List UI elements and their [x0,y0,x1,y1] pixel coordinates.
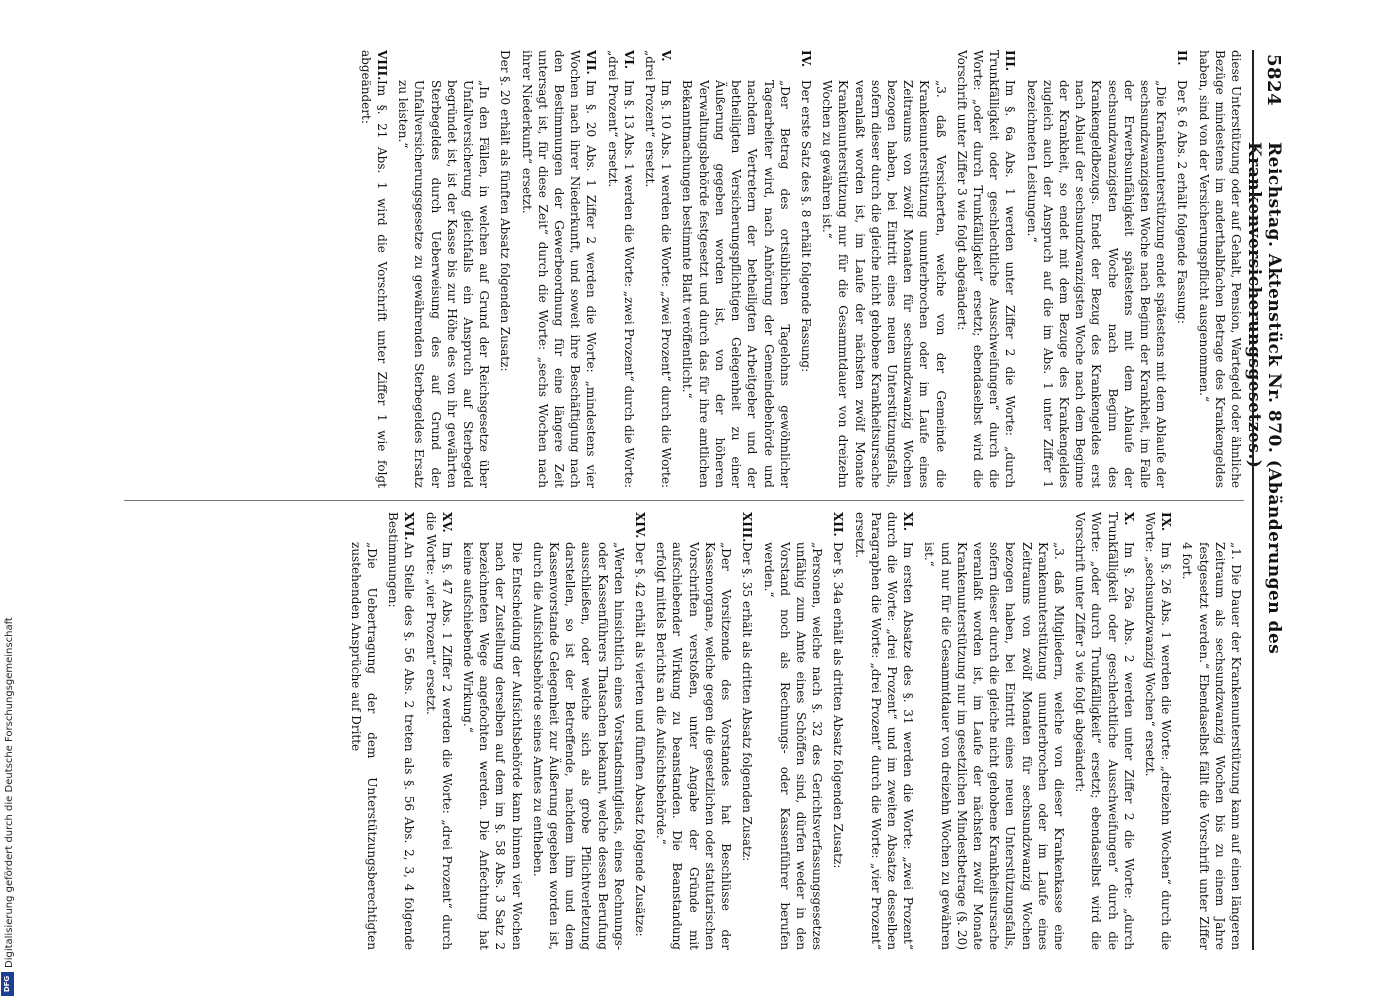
section-number: XV. [439,512,454,533]
section-text: „In den Fällen, in welchen auf Grund der Reichsgesetze über Unfallversicherung gleichfalls ein Anspruch auf Sterbegeld begründet ist, ist der Kasse bis zur Höhe des von ihr gewährten Sterbegeldes durch Ueberweisung des auf Grund der Unfallversicherungsgesetze zu gewährenden Sterbegeldes Ersatz zu leisten.“ [396,80,492,488]
section-number: X. [1121,512,1136,526]
section-text: Im §. 26a Abs. 2 werden unter Ziffer 2 die Worte: „durch Trunkfälligkeit oder geschlechtliche Ausschweifungen“ durch die Worte: „oder durch Trunkfälligkeit“ ersetzt; ebendaselbst wird die Vorschrift unter Ziffer 3 wie folgt abgeändert: [1073,512,1136,950]
section-text: „Die Uebertragung der dem Unterstützungsberechtigten zustehenden Ansprüche auf Dritte [348,542,380,950]
section-paragraph [460,512,525,950]
section-number: VIII. [375,50,390,81]
section-paragraph [921,512,1067,950]
section-text: Im §. 10 Abs. 1 werden die Worte: „zwei Prozent“ durch die Worte: „drei Prozent“ ersetzt. [643,50,674,488]
section-paragraph [819,50,949,488]
section-text: diese Unterstützung oder auf Gehalt, Pension, Wartegeld oder ähnliche Bezüge mindestens im anderthalbfachen Betrage des Krankengeldes haben, sind von der Versicherungspflicht ausgenommen.“ [1196,50,1243,488]
digitization-credit [0,0,16,1000]
section-text: „Der Vorsitzende des Vorstandes hat Beschlüsse der Kassenorgane, welche gegen die gesetzlichen oder statutarischen Vorschriften verstoßen, unter Angabe der Gründe mit aufschiebender Wirkung zu beanstanden. Die Beanstandung erfolgt mittels Berichts an die Aufsichtsbehörde.“ [654,542,734,950]
section-text: „Personen, welche nach §. 32 des Gerichtsverfassungsgesetzes unfähig zum Amte eines Schöffen sind, dürfen weder in den Vorstand noch als Rechnungs- oder Kassenführer berufen werden.“ [761,542,825,950]
section-paragraph [1174,50,1190,488]
section-paragraph [518,50,599,488]
section-text: Im §. 47 Abs. 1 Ziffer 2 werden die Worte: „drei Prozent“ durch die Worte: „vier Prozent“ ersetzt. [423,512,454,950]
section-text: Im §. 26 Abs. 1 werden die Worte: „dreizehn Wochen“ durch die Worte: „sechsundzwanzig Wochen“ ersetzt. [1142,512,1174,950]
section-number: IX. [1159,512,1174,532]
section-text: „1. Die Dauer der Krankenunterstützung kann auf einen längeren Zeitraum als sechsundzwanzig Wochen bis zu einem Jahre festgesetzt werden.“ Ebendaselbst fällt die Vorschrift unter Ziffer 4 fort. [1180,542,1243,950]
section-number: XIII. [740,512,755,543]
section-number: XII. [831,512,846,537]
section-text: An Stelle des §. 56 Abs. 2 treten als §. 56 Abs. 2, 3, 4 folgende Bestimmungen: [386,512,417,950]
section-text: „Der Betrag des ortsüblichen Tagelohns gewöhnlicher Tagearbeiter wird, nach Anhörung der Gemeindebehörde und nachdem Vertretern der betheiligten Arbeitgeber und der betheiligten Versicherungspflichtigen Gelegenheit zu einer Äußerung gegeben worden ist, von der höheren Verwaltungsbehörde festgesetzt und durch das für ihre amtlichen Bekanntmachungen bestimmte Blatt veröffentlicht.“ [680,80,792,488]
section-number: VI. [621,50,636,70]
section-paragraph [632,512,648,950]
running-title: Reichstag. Aktenstück Nr. 870. (Abänderungen des Krankenversicherungsgesetzes.) [1244,142,1284,655]
header-rule [1252,50,1254,950]
section-paragraph [395,50,492,488]
section-text: Im ersten Absatze des §. 31 werden die Worte: „zwei Prozent“ durch die Worte: „drei Prozent“ und im zweiten Absatze desselben Paragraphen die Worte: „drei Prozent“ durch die Worte: „vier Prozent“ ersetzt. [852,512,916,950]
section-text: Der §. 20 erhält als fünften Absatz folgenden Zusatz: [498,50,513,372]
section-number: VII. [584,50,599,75]
section-paragraph [1179,512,1244,950]
section-paragraph [385,512,417,950]
section-paragraph [1023,50,1169,488]
section-text: Im §. 20 Abs. 1 Ziffer 2 werden die Worte: „mindestens vier Wochen nach ihrer Niederkunft, und soweit ihre Beschäftigung nach den Bestimmungen der Gewerbeordnung für eine längere Zeit untersagt ist, für diese Zeit“ durch die Worte: „sechs Wochen nach ihrer Niederkunft“ ersetzt. [519,50,599,488]
section-text: „3. daß Versicherten, welche von der Gemeinde die Krankenunterstützung ununterbrochen oder im Laufe eines Zeitraums von zwölf Monaten für sechsundzwanzig Wochen bezogen haben, bei Eintritt eines neuen Unterstützungsfalls, sofern dieser durch die gleiche nicht gehobene Krankheitsursache veranlaßt worden ist, im Laufe der nächsten zwölf Monate Krankenunterstützung nur für die Gesammtdauer von dreizehn Wochen zu gewähren ist.“ [820,80,948,488]
section-paragraph [739,512,755,950]
section-paragraph [851,512,916,950]
section-number: XIV. [633,512,648,539]
section-paragraph [642,50,674,488]
section-number: IV. [798,50,813,68]
section-text: Der §. 35 erhält als dritten Absatz folgenden Zusatz: [740,542,755,862]
document-page [108,50,1288,950]
section-text: „Werden hinsichtlich eines Vorstandsmitglieds, eines Rechnungs- oder Kassenführers Thatsachen bekannt, welche dessen Berufung ausschließen, oder welche sich als grobe Pflichtverletzung darstellen, so ist der Betreffende, nachdem ihm und dem Kassenvorstande Gelegenheit zur Äußerung gegeben worden ist, durch die Aufsichtsbehörde seines Amtes zu entheben. [530,542,626,950]
funding-note: Digitalisierung gefördert durch die Deutsche Forschungsgemeinschaft [4,617,15,968]
section-text: Im §. 21 Abs. 1 wird die Vorschrift unter Ziffer 1 wie folgt abgeändert: [358,50,390,488]
page-content [108,50,1288,950]
section-paragraph [760,512,825,950]
right-column [114,512,1244,950]
section-paragraph [1195,50,1244,488]
section-text: Der §. 6 Abs. 2 erhält folgende Fassung: [1175,80,1190,324]
section-paragraph [679,50,792,488]
section-paragraph [422,512,454,950]
section-paragraph [1072,512,1137,950]
section-paragraph [358,50,390,488]
section-paragraph [604,50,636,488]
dfg-logo: DFG [1,972,14,996]
section-number: XI. [901,512,916,532]
section-paragraph [530,512,627,950]
column-divider [124,500,1244,501]
section-text: Im §. 13 Abs. 1 werden die Worte: „zwei Prozent“ durch die Worte: „drei Prozent“ ersetzt. [605,50,636,488]
section-paragraph [798,50,814,488]
section-text: „3. daß Mitgliedern, welche von dieser Krankenkasse eine Krankenunterstützung ununterbrochen oder im Laufe eines Zeitraums von zwölf Monaten für sechsundzwanzig Wochen bezogen haben, bei Eintritt eines neuen Unterstützungsfalls, sofern dieser durch die gleiche nicht gehobene Krankheitsursache veranlaßt worden ist, im Laufe der nächsten zwölf Monate Krankenunterstützung nur im gesetzlichen Mindestbetrage (§. 20) und nur für die Gesammtdauer von dreizehn Wochen zu gewähren ist.“ [922,542,1066,950]
section-paragraph [1142,512,1174,950]
section-number: XVI. [402,512,417,541]
section-paragraph [830,512,846,950]
section-number: II. [1175,50,1190,66]
section-paragraph [653,512,734,950]
section-paragraph [497,50,513,488]
section-text: „Die Krankenunterstützung endet spätestens mit dem Ablaufe der sechsundzwanzigsten Woche nach Beginn der Krankheit, im Falle der Erwerbsunfähigkeit spätestens mit dem Ablaufe der sechsundzwanzigsten Woche nach Beginn des Krankengeldbezugs. Endet der Bezug des Krankengeldes erst nach Ablauf der sechsundzwanzigsten Woche nach dem Beginne der Krankheit, so endet mit dem Bezuge des Krankengeldes zugleich auch der Anspruch auf die im Abs. 1 unter Ziffer 1 bezeichneten Leistungen.“ [1024,80,1169,488]
section-text: Der erste Satz des §. 8 erhält folgende Fassung: [798,80,813,373]
page-number: 5824 [1263,54,1284,107]
section-paragraph [954,50,1019,488]
section-text: Die Entscheidung der Aufsichtsbehörde kann binnen vier Wochen nach der Zustellung derselben auf dem im §. 58 Abs. 3 Satz 2 bezeichneten Wege angefochten werden. Die Anfechtung hat keine aufschiebende Wirkung.“ [461,542,524,950]
section-text: Der §. 34a erhält als dritten Absatz folgenden Zusatz: [831,542,846,869]
section-number: III. [1003,50,1018,72]
section-number: V. [659,50,674,62]
section-text: Im §. 6a Abs. 1 werden unter Ziffer 2 die Worte: „durch Trunkfälligkeit oder geschlechtliche Ausschweifungen“ durch die Worte: „oder durch Trunkfälligkeit“ ersetzt; ebendaselbst wird die Vorschrift unter Ziffer 3 wie folgt abgeändert: [954,50,1018,488]
left-column [114,50,1244,488]
page-header [1244,50,1288,950]
section-paragraph [348,512,380,950]
section-text: Der §. 42 erhält als vierten und fünften Absatz folgende Zusätze: [633,542,648,937]
